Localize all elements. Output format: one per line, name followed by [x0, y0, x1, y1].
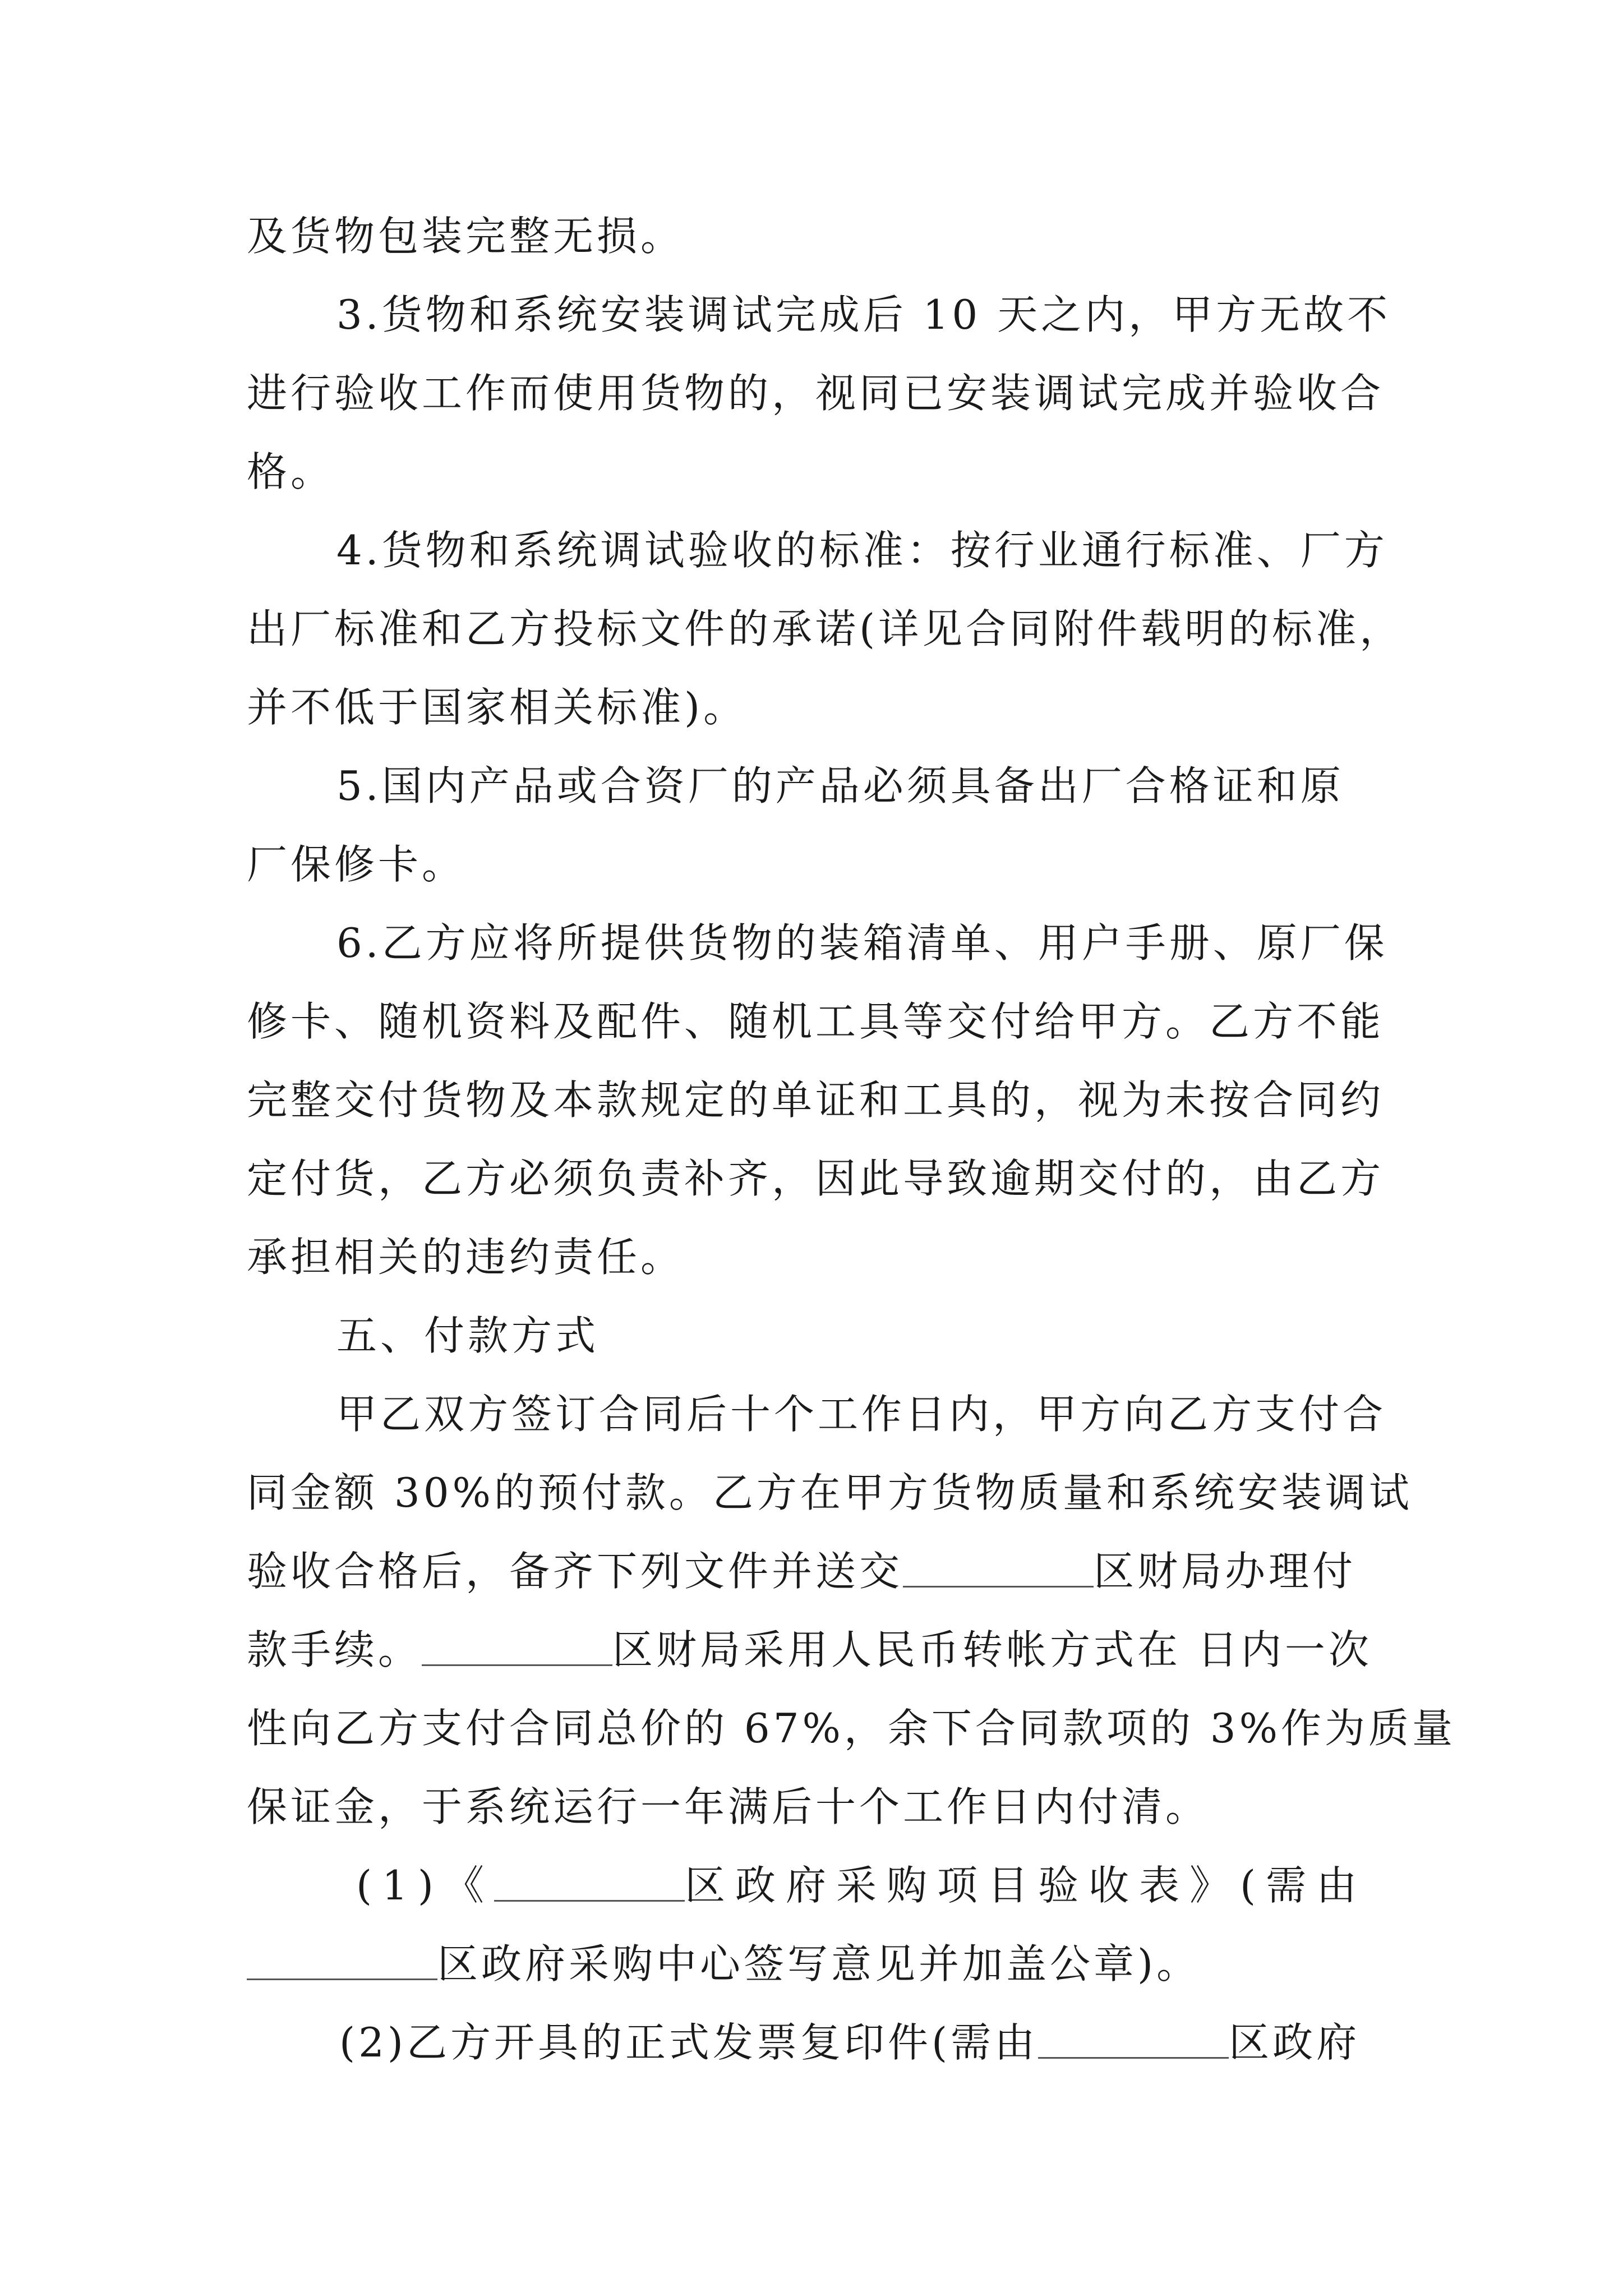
text-line-with-blank — [247, 1548, 1357, 1595]
text-line: 进行验收工作而使用货物的，视同已安装调试完成并验收合 — [247, 370, 1385, 417]
text-segment: (2)乙方开具的正式发票复印件(需由 — [339, 2019, 1039, 2066]
text-segment: 款手续。 — [247, 1626, 422, 1673]
text-line: 定付货，乙方必须负责补齐，因此导致逾期交付的，由乙方 — [247, 1155, 1385, 1202]
text-line: 同金额 30%的预付款。乙方在甲方货物质量和系统安装调试 — [247, 1469, 1413, 1516]
text-line: 并不低于国家相关标准)。 — [247, 684, 748, 731]
text-line: 保证金，于系统运行一年满后十个工作日内付清。 — [247, 1783, 1210, 1830]
text-segment: 区政府 — [1229, 2019, 1361, 2066]
text-line: 修卡、随机资料及配件、随机工具等交付给甲方。乙方不能 — [247, 998, 1385, 1045]
fill-in-blank — [494, 1867, 685, 1902]
text-line: 厂保修卡。 — [247, 841, 466, 888]
text-segment: 区政府采购中心签写意见并加盖公章)。 — [437, 1940, 1201, 1987]
text-line-with-blank — [247, 1626, 1372, 1673]
text-line: 完整交付货物及本款规定的单证和工具的，视为未按合同约 — [247, 1076, 1385, 1124]
fill-in-blank — [1038, 2024, 1229, 2059]
section-heading: 五、付款方式 — [336, 1312, 600, 1359]
text-line: 承担相关的违约责任。 — [247, 1234, 685, 1281]
fill-in-blank — [903, 1553, 1094, 1588]
text-line: 出厂标准和乙方投标文件的承诺(详见合同附件载明的标准， — [247, 605, 1404, 652]
text-line: 5.国内产品或合资厂的产品必须具备出厂合格证和原 — [336, 762, 1344, 809]
text-segment: 区政府采购项目验收表》(需由 — [685, 1862, 1367, 1909]
text-segment: 验收合格后，备齐下列文件并送交 — [247, 1548, 903, 1595]
fill-in-blank — [422, 1632, 612, 1666]
text-line: 甲乙双方签订合同后十个工作日内，甲方向乙方支付合 — [336, 1391, 1387, 1438]
text-segment: (1)《 — [356, 1862, 494, 1909]
text-line-with-blank — [339, 2019, 1361, 2066]
text-line: 性向乙方支付合同总价的 67%，余下合同款项的 3%作为质量 — [247, 1705, 1456, 1752]
text-segment: 区财局办理付 — [1094, 1548, 1357, 1595]
fill-in-blank — [247, 1946, 437, 1980]
text-line: 4.货物和系统调试验收的标准：按行业通行标准、厂方 — [336, 527, 1388, 574]
text-line: 3.货物和系统安装调试完成后 10 天之内，甲方无故不 — [336, 291, 1391, 338]
text-line: 格。 — [247, 448, 335, 495]
text-segment: 区财局采用人民币转帐方式在 日内一次 — [612, 1626, 1372, 1673]
text-line: 6.乙方应将所提供货物的装箱清单、用户手册、原厂保 — [336, 919, 1388, 967]
text-line-with-blank — [356, 1862, 1367, 1909]
text-line: 及货物包装完整无损。 — [247, 213, 685, 260]
text-line-with-blank — [247, 1940, 1201, 1987]
